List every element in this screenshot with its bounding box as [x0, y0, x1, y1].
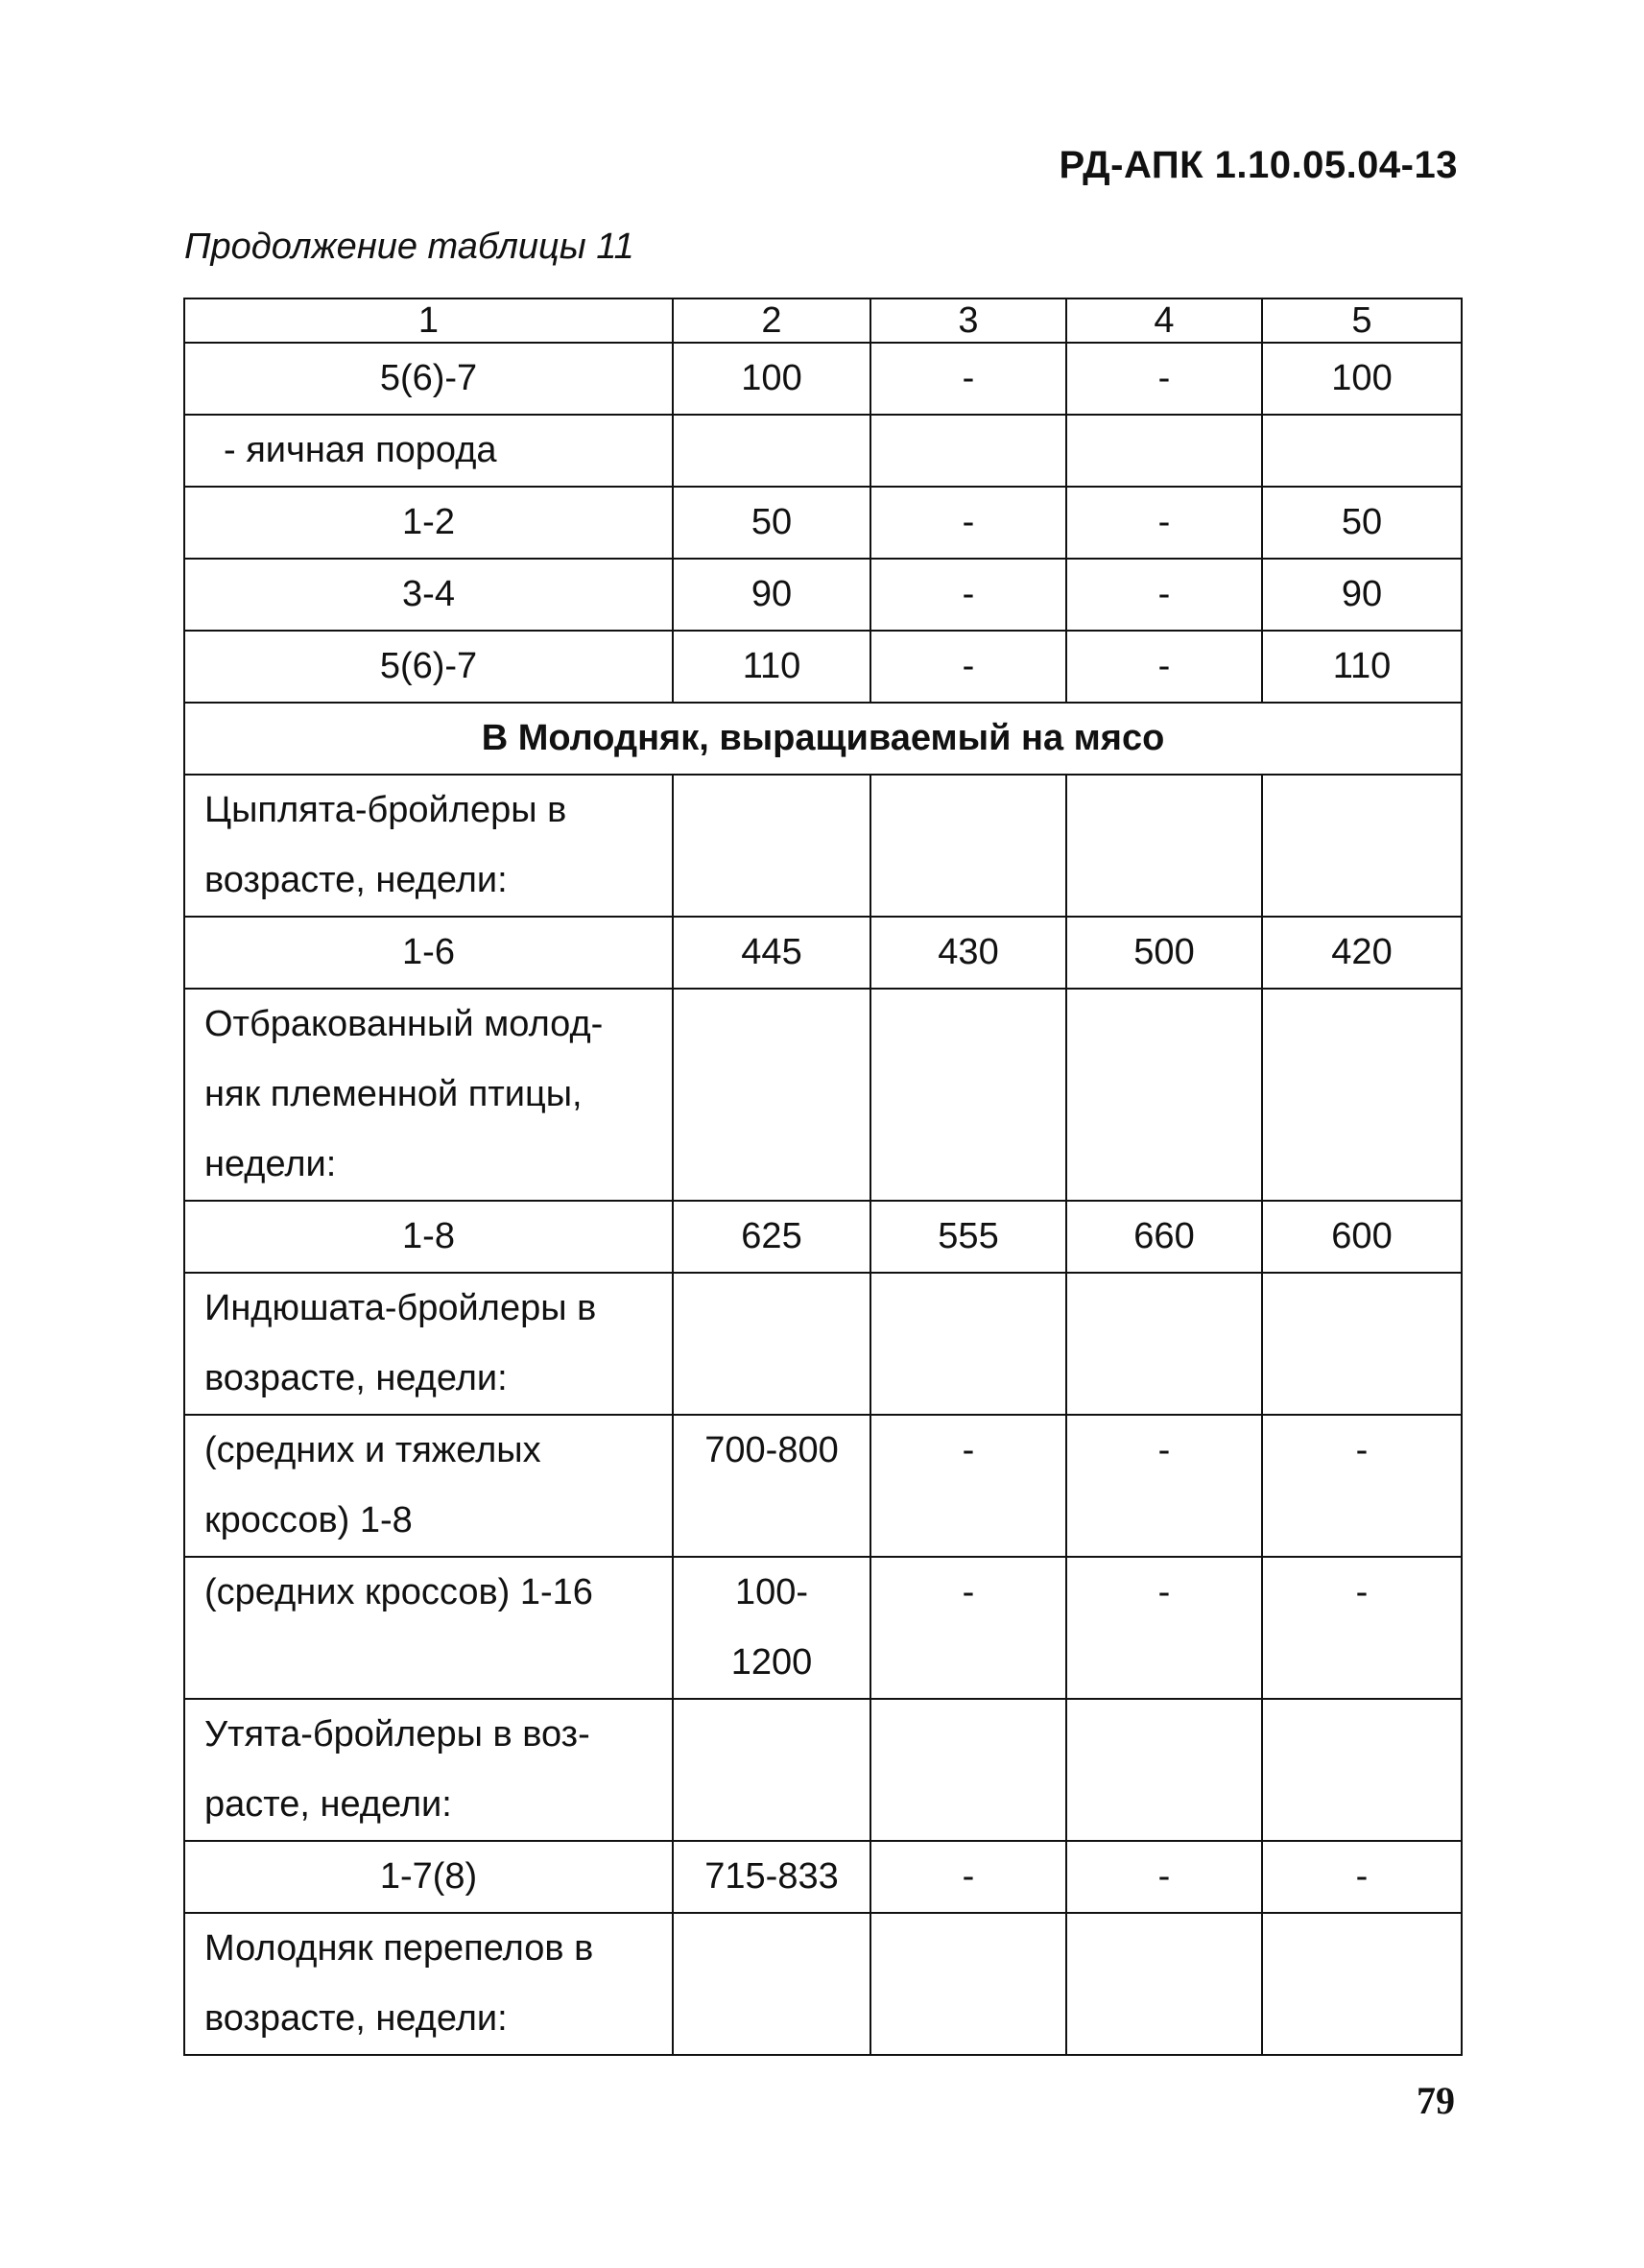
row-label: 1-8 — [184, 1201, 673, 1273]
table-cell — [870, 415, 1066, 487]
document-code: РД-АПК 1.10.05.04-13 — [1059, 144, 1458, 186]
table-cell — [870, 1699, 1066, 1841]
table-cell — [1066, 1699, 1262, 1841]
table-cell: - — [1262, 1841, 1462, 1913]
table-row — [184, 1841, 1462, 1913]
table-cell: 420 — [1262, 917, 1462, 989]
table-cell: - — [1066, 631, 1262, 703]
table-cell: 715-833 — [673, 1841, 870, 1913]
column-header: 1 — [184, 298, 673, 343]
table-cell: 600 — [1262, 1201, 1462, 1273]
table-cell: - — [1262, 1415, 1462, 1557]
row-label: 1-7(8) — [184, 1841, 673, 1913]
table-cell: 625 — [673, 1201, 870, 1273]
table-cell: - — [870, 1557, 1066, 1699]
table-cell: 100 — [673, 343, 870, 415]
table-row — [184, 1557, 1462, 1699]
table-cell: - — [870, 1415, 1066, 1557]
table-row — [184, 1699, 1462, 1841]
table-cell: 445 — [673, 917, 870, 989]
row-label: Индюшата-бройлеры в возрасте, недели: — [184, 1273, 673, 1415]
table-cell — [673, 415, 870, 487]
table-row — [184, 989, 1462, 1201]
table-row — [184, 1415, 1462, 1557]
table-cell — [673, 989, 870, 1201]
table-cell: - — [1066, 1841, 1262, 1913]
table-cell — [1066, 775, 1262, 917]
table-cell: - — [870, 487, 1066, 559]
table-cell: 110 — [1262, 631, 1462, 703]
table-cell: 100 — [1262, 343, 1462, 415]
table-cell — [673, 1913, 870, 2055]
table-cell — [870, 1913, 1066, 2055]
row-label: 1-6 — [184, 917, 673, 989]
table-cell — [1262, 1913, 1462, 2055]
table-row — [184, 1201, 1462, 1273]
table-cell: - — [870, 343, 1066, 415]
row-label: (средних и тяжелых кроссов) 1-8 — [184, 1415, 673, 1557]
table-cell: 50 — [1262, 487, 1462, 559]
page-number: 79 — [1417, 2079, 1455, 2122]
table-cell — [1066, 1913, 1262, 2055]
table-cell: 430 — [870, 917, 1066, 989]
table-cell: - — [870, 631, 1066, 703]
table-cell: 100-1200 — [673, 1557, 870, 1699]
table-header-row — [184, 298, 1462, 343]
table-cell — [870, 1273, 1066, 1415]
table-cell: 90 — [1262, 559, 1462, 631]
table-cell — [1262, 989, 1462, 1201]
table-cell — [870, 989, 1066, 1201]
table-cell: 110 — [673, 631, 870, 703]
table-cell: 555 — [870, 1201, 1066, 1273]
column-header: 4 — [1066, 298, 1262, 343]
table-cell: 90 — [673, 559, 870, 631]
column-header: 2 — [673, 298, 870, 343]
row-label: Отбракованный молод-няк племенной птицы, недели: — [184, 989, 673, 1201]
table-row — [184, 415, 1462, 487]
table-cell: 50 — [673, 487, 870, 559]
table-cell: 700-800 — [673, 1415, 870, 1557]
row-label: 5(6)-7 — [184, 343, 673, 415]
row-label: 1-2 — [184, 487, 673, 559]
table-cell: - — [1066, 487, 1262, 559]
table-row — [184, 631, 1462, 703]
table-cell: - — [1066, 343, 1262, 415]
table-cell — [1066, 415, 1262, 487]
row-label: 3-4 — [184, 559, 673, 631]
column-header: 5 — [1262, 298, 1462, 343]
table-cell: 660 — [1066, 1201, 1262, 1273]
row-label: Утята-бройлеры в воз-расте, недели: — [184, 1699, 673, 1841]
table-cell — [1262, 1699, 1462, 1841]
table-cell: - — [1066, 559, 1262, 631]
table-cell — [673, 775, 870, 917]
table-cell: - — [870, 559, 1066, 631]
table-cell — [1066, 989, 1262, 1201]
section-heading: В Молодняк, выращиваемый на мясо — [184, 703, 1462, 775]
table-cell — [870, 775, 1066, 917]
table-cell: - — [1066, 1415, 1262, 1557]
table-row — [184, 343, 1462, 415]
table-continuation-caption: Продолжение таблицы 11 — [184, 227, 634, 267]
row-label: (средних кроссов) 1-16 — [184, 1557, 673, 1699]
row-label: Цыплята-бройлеры в возрасте, недели: — [184, 775, 673, 917]
section-row — [184, 703, 1462, 775]
table-row — [184, 559, 1462, 631]
table-row — [184, 775, 1462, 917]
table-cell: - — [1066, 1557, 1262, 1699]
data-table — [183, 298, 1463, 2056]
table-cell — [1262, 415, 1462, 487]
table-cell: - — [1262, 1557, 1462, 1699]
table-cell — [1262, 775, 1462, 917]
table-cell — [1066, 1273, 1262, 1415]
table-cell: 500 — [1066, 917, 1262, 989]
table-row — [184, 1273, 1462, 1415]
table-cell — [673, 1699, 870, 1841]
row-label: - яичная порода — [184, 415, 673, 487]
row-label: 5(6)-7 — [184, 631, 673, 703]
table-row — [184, 487, 1462, 559]
table-cell: - — [870, 1841, 1066, 1913]
table-row — [184, 1913, 1462, 2055]
table-row — [184, 917, 1462, 989]
table-cell — [1262, 1273, 1462, 1415]
row-label: Молодняк перепелов в возрасте, недели: — [184, 1913, 673, 2055]
table-cell — [673, 1273, 870, 1415]
column-header: 3 — [870, 298, 1066, 343]
